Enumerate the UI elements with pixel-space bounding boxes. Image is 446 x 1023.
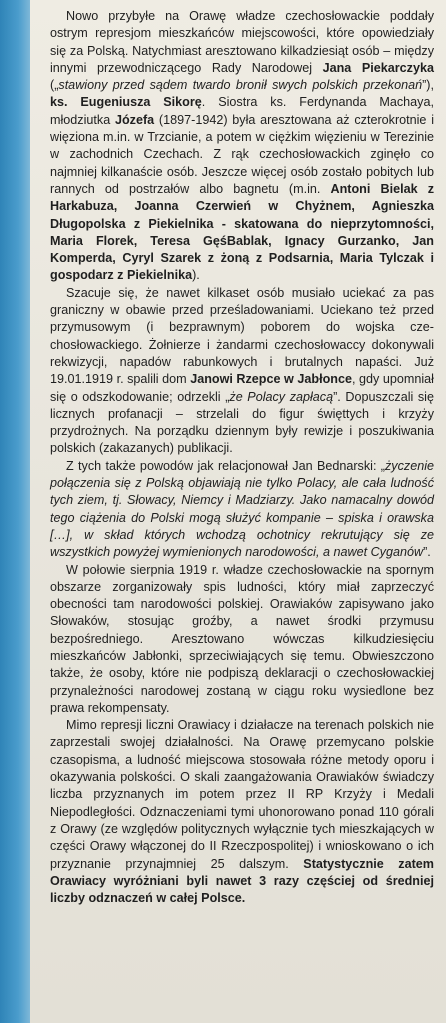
text-run: . Siostra ks. Ferdynanda Machaya, młodziutka (50, 95, 434, 127)
text-run: Z tych także powodów jak relacjonował Jan Bednarski: „ (66, 458, 385, 473)
text-run: Nowo przybyłe na Orawę władze czechosłowackie poddały ostrym represjom mieszkańców miejscowości, które opowiedziały się za Polską. Natychmiast aresztowano kilkadziesiąt osób – między innymi przewodniczącego Rady Narodowej (50, 9, 434, 75)
bold-run: Jana Piekarczyka (322, 60, 434, 75)
article-paragraph (50, 8, 434, 285)
text-run: (1897-1942) była aresztowana aż czterokrotnie i więziona m.in. w Trzcianie, a potem w ciężkim więzieniu w Terezinie w zachodnich Czechach. Z rąk czechosłowackich zginęło co najmniej kilkanaście osób. Jeszcze więcej osób zostało pobitych lub rannych od postrzałów albo bagnetu (m.in. (50, 112, 434, 196)
text-run: Mimo represji liczni Orawiacy i działacze na terenach polskich nie zaprzestali swojej działalności. Na Orawę przemycano polskie czasopisma, a ludność miejscowa stosowała różne metody oporu i okazywania polskości. O skali zaangażowania Orawiaków świadczy liczba przyznanych im potem przez II RP Krzyży i Medali Niepodległości. Odznaczeniami tymi uhonorowano ponad 110 górali z Orawy (ze względów politycznych wyłącznie tych mieszkających w części Orawy włączonej do II Rzeczpospolitej) i wnioskowano o ich przyznanie przynajmniej 25 dalszym. (50, 718, 434, 871)
bold-run: Janowi Rzepce w Jabłonce (190, 372, 352, 387)
text-run: („ (50, 78, 59, 93)
article-body (50, 8, 434, 907)
article-paragraph (50, 717, 434, 907)
bold-run: Antoni Bielak z Harkabuza, Joanna Czerwień w Chyżnem, Agnieszka Długopolska z Piekielnika - skatowana do nieprzytomności, Maria Florek, Teresa GęśBablak, Ignacy Gurzanko, Jan Komperda, Cyryl Szarek z żoną z Podsarnia, Maria Tylczak i gospodarz z Piekielnika (50, 181, 434, 283)
italic-run: życzenie połączenia się z Polską objawiają nie tylko Polacy, ale cała ludność tych ziem, tj. Słowacy, Niemcy i Madziarzy. Jako namacalny dowód tego ciążenia do Polski mogą służyć kompanie – spiska i orawska […], w skład których wchodzą ochotnicy rekrutujący się ze wszystkich powyżej wymienionych narodowości, a nawet Cyganów (50, 458, 434, 560)
text-run: ”), (422, 78, 434, 93)
article-paragraph (50, 285, 434, 458)
text-run: , gdy upomniał się o odszkodowanie; odrzekli „ (50, 372, 434, 404)
text-run: ). (192, 268, 200, 283)
article-paragraph (50, 458, 434, 562)
bold-run: Józefa (114, 112, 155, 127)
text-run: Szacuje się, że nawet kilkaset osób musiało uciekać za pas graniczny w obawie przed prześladowaniami. Uciekano też przed przymusowym (i bezprawnym) poborem do wojska czechosłowackiego. Żołnierze i żandarmi czechosłowaccy dokonywali rekwizycji, napadów rabunkowych i brutalnych napaści. Już 19.01.1919 r. spalili dom (50, 285, 434, 387)
text-run: ”. (423, 545, 431, 560)
article-paragraph (50, 562, 434, 718)
italic-run: że Polacy zapłacą (229, 389, 334, 404)
bold-run: Statystycznie zatem Orawiacy wyróżniani byli nawet 3 razy częściej od średniej liczby odznaczeń w całej Polsce. (50, 856, 434, 906)
text-run: W połowie sierpnia 1919 r. władze czechosłowackie na spornym obszarze zorganizowały spis ludności, który miał zaprzeczyć obecności tam narodowości polskiej. Orawiaków zapisywano jako Słowaków, stosując groźby, a nawet środki przymusu bezpośredniego. Aresztowano wówczas kilkudziesięciu mieszkańców Jabłonki, sprzeciwiających się temu. Obwieszczono także, że osoby, które nie podpiszą deklaracji o czechosłowackiej przynależności narodowej zostaną w ciągu roku wysiedlone bez prawa rekompensaty. (50, 562, 434, 715)
blue-margin-stripe (0, 0, 30, 1023)
italic-run: stawiony przed sądem twardo bronił swych polskich przekonań (58, 78, 423, 93)
text-run: ”. Dopuszczali się licznych profanacji – strzelali do figur święttych i krzyży przydrożnych. Na porządku dziennym były rewizje i poszukiwania polskich (zakazanych) publikacji. (50, 389, 434, 456)
bold-run: ks. Eugeniusza Sikorę (50, 95, 202, 110)
